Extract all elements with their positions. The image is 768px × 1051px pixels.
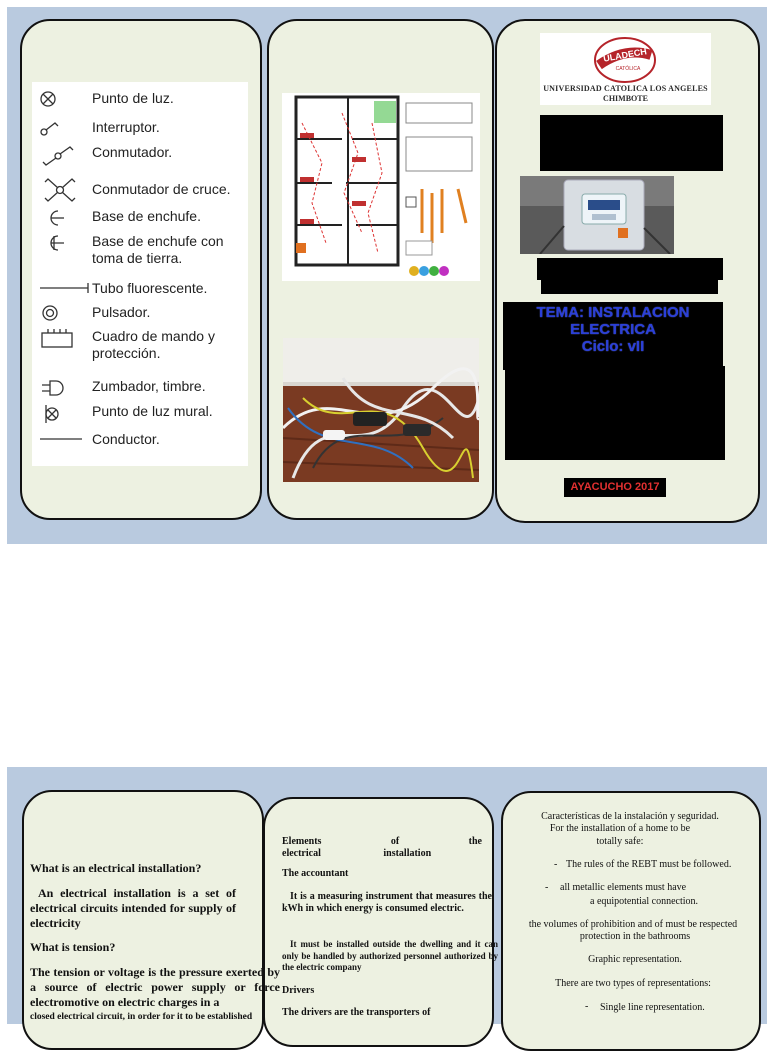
accountant-installation: It must be installed outside the dwelling and it can only be handled by authorized personnel authorized by the electric company	[282, 939, 498, 972]
redacted-block	[505, 366, 725, 460]
university-name: UNIVERSIDAD CATOLICA LOS ANGELES	[543, 84, 708, 93]
safety-intro: For the installation of a home to be	[549, 823, 691, 834]
drivers-description: The drivers are the transporters of	[282, 1007, 431, 1018]
accountant-description: It is a measuring instrument that measures the kWh in which energy is consumed electric.	[282, 891, 492, 914]
symbol-label: Base de enchufe.	[92, 208, 201, 224]
rebt-rule: The rules of the REBT must be followed.	[566, 859, 732, 870]
bathroom-protection: protection in the bathrooms	[579, 931, 691, 942]
redacted-block	[537, 258, 723, 280]
accountant-title: The accountant	[282, 868, 349, 879]
tangled-cables-photo	[283, 338, 479, 482]
symbol-label: Conductor.	[92, 431, 160, 447]
commutator-icon	[38, 144, 82, 168]
symbol-label: Punto de luz mural.	[92, 403, 213, 419]
wall-light-icon	[38, 403, 68, 427]
bathroom-volumes: the volumes of prohibition and of must be respected	[528, 919, 738, 930]
pushbutton-icon	[38, 304, 62, 324]
symbol-label: Tubo fluorescente.	[92, 280, 208, 296]
symbol-label: Conmutador de cruce.	[92, 181, 231, 197]
question-installation: What is an electrical installation?	[30, 861, 202, 875]
electric-meter-photo	[520, 176, 674, 254]
conductor-icon	[38, 431, 88, 447]
tema-box	[503, 302, 723, 370]
answer-tension: The tension or voltage is the pressure exerted by a source of electric power supply or force electromotive on electric charges in a	[30, 965, 280, 1009]
redacted-block	[540, 115, 723, 171]
ground-socket-icon	[38, 233, 68, 255]
university-logo	[540, 33, 711, 105]
symbol-label: Conmutador.	[92, 144, 173, 160]
symbol-label: Base de enchufe con toma de tierra.	[92, 233, 224, 266]
tema-subject: ELECTRICA	[570, 321, 656, 338]
safety-title: Características de la instalación y seguridad.	[541, 811, 719, 822]
fluorescent-tube-icon	[38, 280, 94, 296]
switch-icon	[38, 119, 64, 139]
logo-emblem-sub: CATÓLICA	[615, 66, 641, 72]
bullet-dash: -	[585, 1001, 589, 1012]
symbol-label: Zumbador, timbre.	[92, 378, 206, 394]
elements-heading: Elements of the electrical installation	[282, 836, 482, 859]
answer-tension-tail: closed electrical circuit, in order for it to be established	[30, 1012, 253, 1022]
metal-elements-rule: all metallic elements must have	[560, 882, 687, 893]
symbol-label: Punto de luz.	[92, 90, 174, 106]
redacted-block	[541, 280, 718, 294]
drivers-title: Drivers	[282, 985, 315, 996]
cross-switch-icon	[38, 174, 82, 206]
control-panel-icon	[38, 328, 78, 350]
university-city: CHIMBOTE	[603, 94, 648, 103]
tema-cycle: Ciclo: vII	[581, 338, 645, 355]
year-label: AYACUCHO 2017	[564, 478, 666, 497]
buzzer-icon	[38, 378, 68, 398]
answer-installation: An electrical installation is a set of electrical circuits intended for supply of electricity	[30, 886, 236, 930]
logo-emblem-text: ULADECH	[602, 46, 648, 64]
symbol-legend	[32, 82, 248, 466]
question-tension: What is tension?	[30, 940, 116, 954]
bullet-dash: -	[545, 882, 549, 893]
single-line-representation: Single line representation.	[600, 1002, 705, 1013]
metal-elements-rule-cont: a equipotential connection.	[590, 896, 699, 907]
graphic-representation: Graphic representation.	[588, 954, 682, 965]
safety-intro-end: totally safe:	[596, 836, 644, 847]
floor-plan-image	[282, 93, 480, 281]
bullet-dash: -	[554, 859, 558, 870]
symbol-label: Pulsador.	[92, 304, 151, 320]
tema-title: TEMA: INSTALACION	[536, 304, 690, 321]
circle-x-icon	[38, 90, 58, 110]
symbol-label: Cuadro de mando y protección.	[92, 328, 215, 361]
representation-types: There are two types of representations:	[555, 978, 711, 989]
socket-icon	[38, 208, 68, 228]
symbol-label: Interruptor.	[92, 119, 160, 135]
